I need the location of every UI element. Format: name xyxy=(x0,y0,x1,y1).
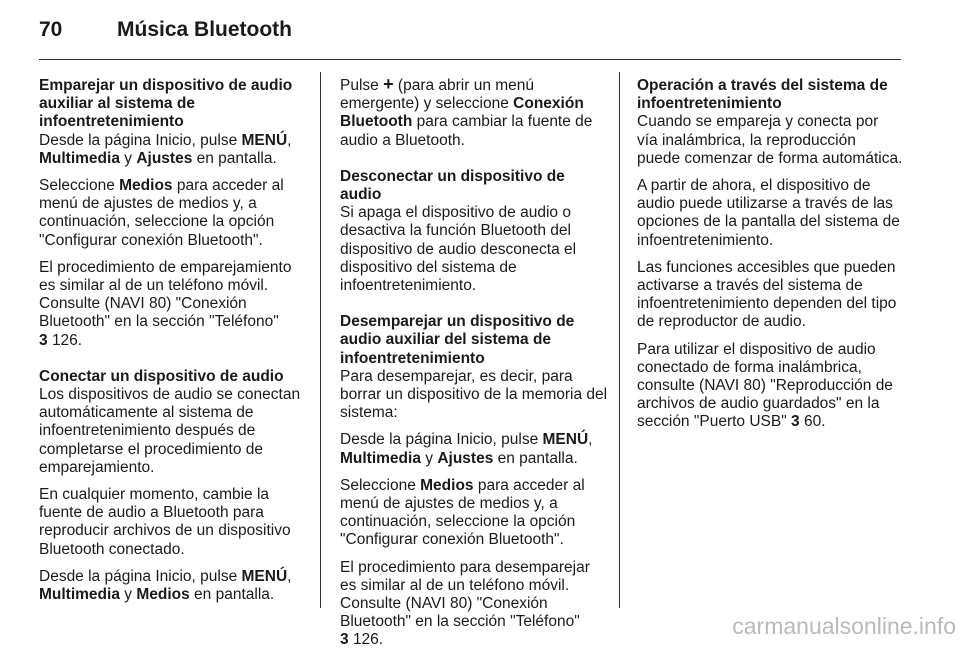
paragraph: Desde la página Inicio, pulse MENÚ, Multimedia y Medios en pantalla. xyxy=(39,567,292,604)
paragraph: Para utilizar el dispositivo de audio conectado de forma inalámbrica, consulte (NAVI 80) "Reproducción de archivos de audio guardados" en la sección "Puerto USB" 3 60. xyxy=(637,340,893,431)
paragraph: Cuando se empareja y conecta por vía inalámbrica, la reproducción puede comenzar de forma automática. xyxy=(637,113,903,167)
paragraph: En cualquier momento, cambie la fuente de audio a Bluetooth para reproducir archivos de un dispositivo Bluetooth conectado. xyxy=(39,486,291,558)
section-heading-disconnect: Desconectar un dispositivo de audio xyxy=(340,167,565,204)
paragraph: El procedimiento para desemparejar es similar al de un teléfono móvil. Consulte (NAVI 80) "Conexión Bluetooth" en la sección "Teléfono" 3 126. xyxy=(340,558,590,649)
paragraph: Si apaga el dispositivo de audio o desactiva la función Bluetooth del dispositivo de audio desconecta el dispositivo del sistema de infoentretenimiento. xyxy=(340,204,577,295)
paragraph: El procedimiento de emparejamiento es similar al de un teléfono móvil. Consulte (NAVI 80) "Conexión Bluetooth" en la sección "Teléfono" 3 126. xyxy=(39,258,292,349)
column-divider-1 xyxy=(320,72,321,608)
page-header xyxy=(39,18,901,48)
section-heading-pair: Emparejar un dispositivo de audio auxiliar al sistema de infoentretenimiento xyxy=(39,77,293,131)
column-2 xyxy=(340,74,608,659)
paragraph: A partir de ahora, el dispositivo de audio puede utilizarse a través de las opciones de la pantalla del sistema de infoentretenimiento. xyxy=(637,177,900,249)
section-heading-unpair: Desemparejar un dispositivo de audio auxiliar del sistema de infoentretenimiento xyxy=(340,313,575,367)
paragraph: Para desemparejar, es decir, para borrar un dispositivo de la memoria del sistema: xyxy=(340,367,608,422)
paragraph: Desde la página Inicio, pulse MENÚ, Multimedia y Ajustes en pantalla. xyxy=(39,131,292,167)
watermark: carmanualsonline.info xyxy=(732,613,956,639)
page-ref-icon: 3 xyxy=(340,631,349,649)
page-ref-icon: 3 xyxy=(791,413,800,431)
paragraph: Seleccione Medios para acceder al menú de ajustes de medios y, a continuación, seleccione la opción "Configurar conexión Bluetooth". xyxy=(39,177,284,249)
page-title: Música Bluetooth xyxy=(117,18,293,41)
section-heading-connect: Conectar un dispositivo de audio xyxy=(39,367,284,385)
paragraph: Los dispositivos de audio se conectan automáticamente al sistema de infoentretenimiento después de completarse el procedimiento de emparejamiento. xyxy=(39,386,301,476)
column-1 xyxy=(39,77,307,613)
section-heading-operation: Operación a través del sistema de infoentretenimiento xyxy=(637,77,888,113)
page-number: 70 xyxy=(39,18,63,41)
column-3 xyxy=(637,77,903,441)
paragraph: Seleccione Medios para acceder al menú de ajustes de medios y, a continuación, seleccione la opción "Configurar conexión Bluetooth". xyxy=(340,476,585,549)
header-rule xyxy=(39,59,901,60)
paragraph: Pulse + (para abrir un menú emergente) y seleccione Conexión Bluetooth para cambiar la fuente de audio a Bluetooth. xyxy=(340,74,593,149)
column-divider-2 xyxy=(619,72,620,608)
paragraph: Las funciones accesibles que pueden activarse a través del sistema de infoentretenimiento dependen del tipo de reproductor de audio. xyxy=(637,258,897,331)
plus-icon: + xyxy=(383,74,394,94)
paragraph: Desde la página Inicio, pulse MENÚ, Multimedia y Ajustes en pantalla. xyxy=(340,431,593,467)
page-ref-icon: 3 xyxy=(39,331,48,349)
page-ref[interactable]: 60. xyxy=(803,413,826,431)
page-ref[interactable]: 126. xyxy=(352,631,384,649)
page-ref[interactable]: 126. xyxy=(51,331,83,349)
